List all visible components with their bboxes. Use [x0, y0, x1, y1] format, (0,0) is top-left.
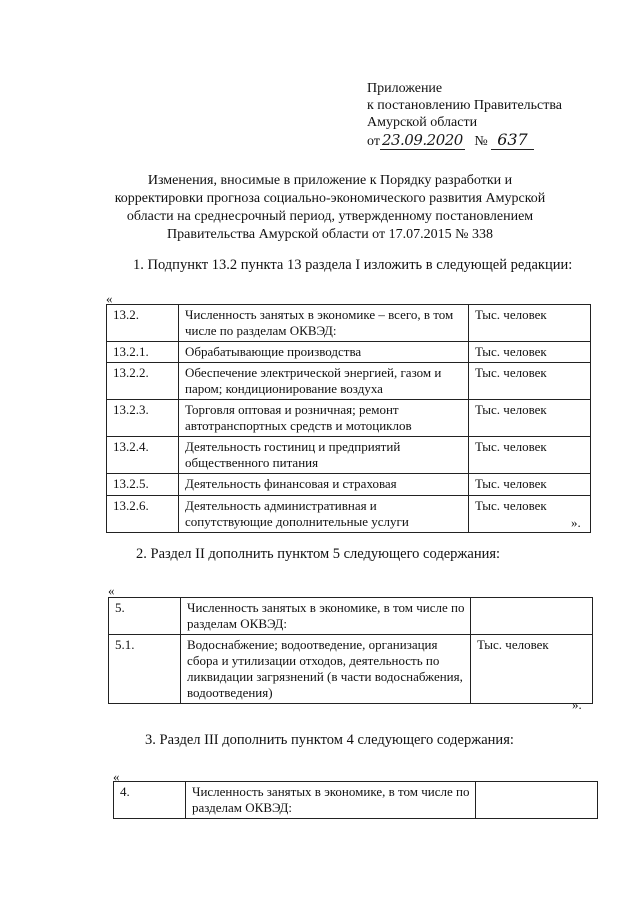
- table-row: [107, 474, 591, 496]
- section-2-table: [108, 597, 593, 704]
- section-3-open-quote: «: [113, 769, 120, 784]
- row-unit: [476, 782, 598, 819]
- table-row: [114, 782, 598, 819]
- row-name: Деятельность административная и сопутствующие дополнительные услуги: [179, 496, 469, 533]
- appendix-header: [367, 80, 562, 150]
- row-code: 5.1.: [109, 635, 181, 704]
- row-name: Численность занятых в экономике – всего, в том числе по разделам ОКВЭД:: [179, 305, 469, 342]
- handwritten-date: 23.09.2020: [381, 131, 463, 149]
- handwritten-number: 637: [491, 130, 534, 150]
- document-title: [80, 172, 580, 244]
- title-line-2: корректировки прогноза социально-экономического развития Амурской: [114, 191, 546, 206]
- row-unit: Тыс. человек: [469, 474, 591, 496]
- section-2-open-quote: «: [108, 583, 115, 598]
- row-name: Численность занятых в экономике, в том числе по разделам ОКВЭД:: [181, 598, 471, 635]
- section-1-close-quote: ».: [571, 515, 581, 530]
- section-1-table: [106, 304, 591, 533]
- header-date-number: [367, 131, 562, 150]
- title-line-3: области на среднесрочный период, утвержденному постановлением: [126, 209, 534, 224]
- section-3-table: [113, 781, 598, 819]
- row-name: Деятельность финансовая и страховая: [179, 474, 469, 496]
- section-1-open-quote: «: [106, 291, 113, 306]
- row-name: Обеспечение электрической энергией, газом и паром; кондиционирование воздуха: [179, 363, 469, 400]
- row-code: 4.: [114, 782, 186, 819]
- row-name: Торговля оптовая и розничная; ремонт автотранспортных средств и мотоциклов: [179, 400, 469, 437]
- row-code: 13.2.1.: [107, 342, 179, 363]
- row-unit: Тыс. человек: [469, 400, 591, 437]
- row-name: Численность занятых в экономике, в том числе по разделам ОКВЭД:: [186, 782, 476, 819]
- date-prefix: от: [367, 134, 380, 149]
- header-line-3: Амурской области: [367, 115, 478, 130]
- row-unit: Тыс. человек: [469, 437, 591, 474]
- row-code: 13.2.4.: [107, 437, 179, 474]
- row-unit: Тыс. человек: [469, 305, 591, 342]
- row-code: 13.2.5.: [107, 474, 179, 496]
- section-2-text: 2. Раздел II дополнить пунктом 5 следующего содержания:: [136, 546, 501, 562]
- table-row: [109, 598, 593, 635]
- row-code: 13.2.6.: [107, 496, 179, 533]
- row-unit: Тыс. человек: [471, 635, 593, 704]
- row-unit: Тыс. человек: [469, 496, 591, 533]
- table-row: [107, 305, 591, 342]
- row-name: Водоснабжение; водоотведение, организация сбора и утилизации отходов, деятельность по ликвидации загрязнений (в части водоснабжения, водоотведения): [181, 635, 471, 704]
- row-code: 13.2.3.: [107, 400, 179, 437]
- section-1-text: 1. Подпункт 13.2 пункта 13 раздела I изложить в следующей редакции:: [133, 257, 573, 273]
- table-row: [107, 437, 591, 474]
- table-row: [107, 363, 591, 400]
- row-code: 13.2.2.: [107, 363, 179, 400]
- table-row: [107, 342, 591, 363]
- title-line-1: Изменения, вносимые в приложение к Порядку разработки и: [147, 173, 513, 188]
- row-code: 13.2.: [107, 305, 179, 342]
- table-row: [109, 635, 593, 704]
- row-code: 5.: [109, 598, 181, 635]
- table-row: [107, 400, 591, 437]
- title-line-4: Правительства Амурской области от 17.07.2015 № 338: [167, 227, 493, 242]
- row-unit: [471, 598, 593, 635]
- section-3-text: 3. Раздел III дополнить пунктом 4 следующего содержания:: [145, 732, 514, 748]
- table-row: [107, 496, 591, 533]
- row-unit: Тыс. человек: [469, 342, 591, 363]
- header-line-1: Приложение: [367, 81, 443, 96]
- section-2-close-quote: ».: [572, 697, 582, 712]
- number-sign: №: [474, 134, 488, 149]
- row-name: Деятельность гостиниц и предприятий общественного питания: [179, 437, 469, 474]
- header-line-2: к постановлению Правительства: [367, 98, 563, 113]
- row-name: Обрабатывающие производства: [179, 342, 469, 363]
- row-unit: Тыс. человек: [469, 363, 591, 400]
